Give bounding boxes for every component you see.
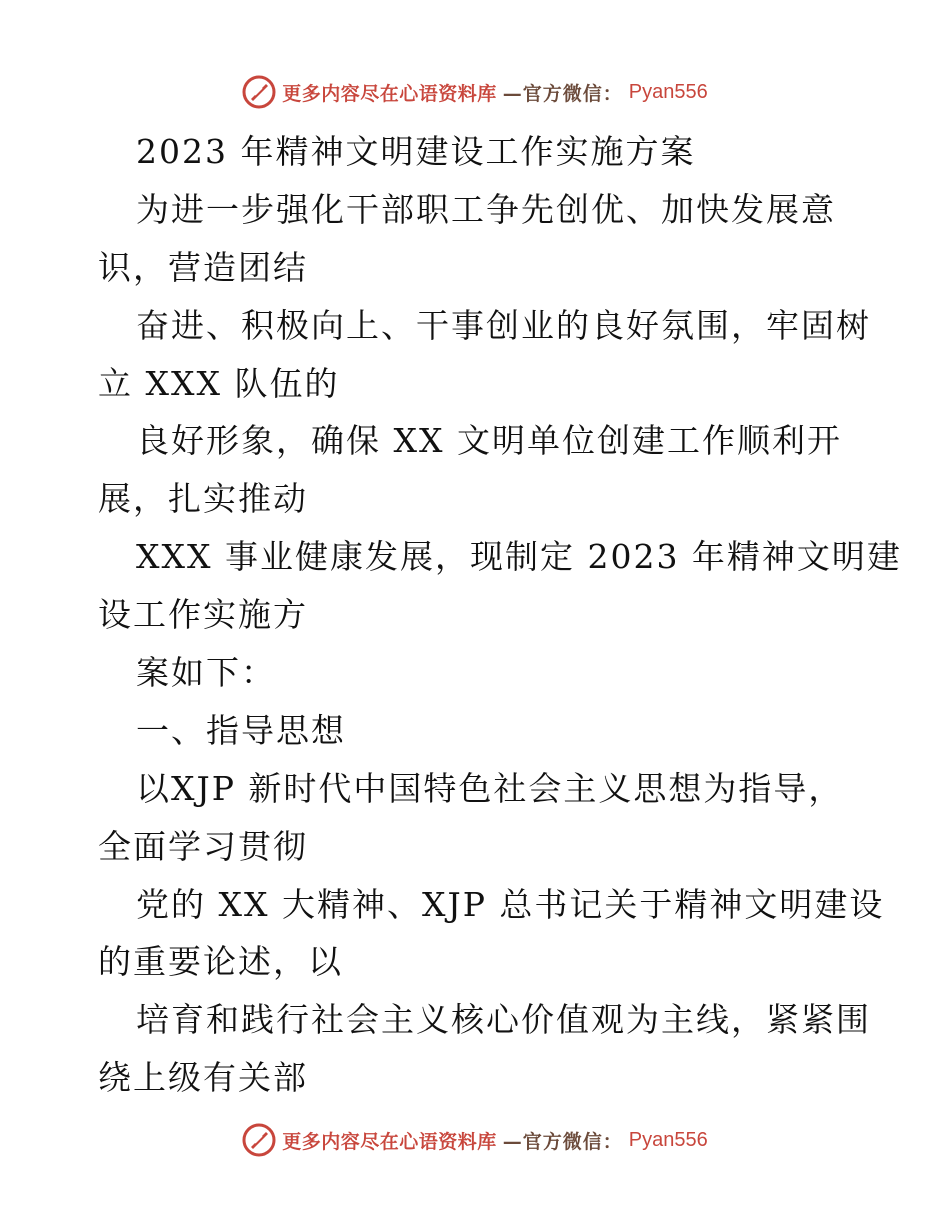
feather-pen-logo-icon	[242, 1123, 276, 1157]
banner-separator-text: —官方微信：	[502, 82, 623, 105]
paragraph-line: 绕上级有关部	[98, 1058, 308, 1098]
feather-pen-logo-icon	[242, 75, 276, 109]
paragraph-line: XXX 事业健康发展，现制定 2023 年精神文明建	[136, 537, 902, 577]
paragraph-line: 案如下：	[136, 653, 276, 693]
paragraph-line: 奋进、积极向上、干事创业的良好氛围，牢固树	[136, 305, 871, 345]
banner-main-text: 更多内容尽在心语资料库	[282, 1130, 497, 1153]
paragraph-line: 培育和践行社会主义核心价值观为主线，紧紧围	[136, 1000, 871, 1040]
paragraph-line: 为进一步强化干部职工争先创优、加快发展意	[136, 189, 836, 229]
paragraph-line: 党的 XX 大精神、XJP 总书记关于精神文明建设	[136, 884, 885, 924]
footer-banner	[0, 1120, 950, 1160]
document-body	[98, 123, 902, 1107]
banner-wechat-id: Pyan556	[628, 80, 708, 103]
header-banner	[0, 72, 950, 112]
banner-main-text: 更多内容尽在心语资料库	[282, 82, 497, 105]
paragraph-line: 设工作实施方	[98, 595, 308, 635]
paragraph-line: 立 XXX 队伍的	[98, 363, 340, 403]
paragraph-line: 识，营造团结	[98, 247, 308, 287]
paragraph-line: 全面学习贯彻	[98, 826, 308, 866]
section-heading: 一、指导思想	[136, 710, 346, 750]
banner-wechat-id: Pyan556	[628, 1128, 708, 1151]
paragraph-line: 的重要论述，以	[98, 942, 343, 982]
paragraph-line: 以XJP 新时代中国特色社会主义思想为指导，	[136, 768, 844, 808]
paragraph-line: 展，扎实推动	[98, 479, 308, 519]
banner-separator-text: —官方微信：	[502, 1130, 623, 1153]
paragraph-line: 良好形象，确保 XX 文明单位创建工作顺利开	[136, 421, 842, 461]
document-title: 2023 年精神文明建设工作实施方案	[136, 132, 696, 171]
